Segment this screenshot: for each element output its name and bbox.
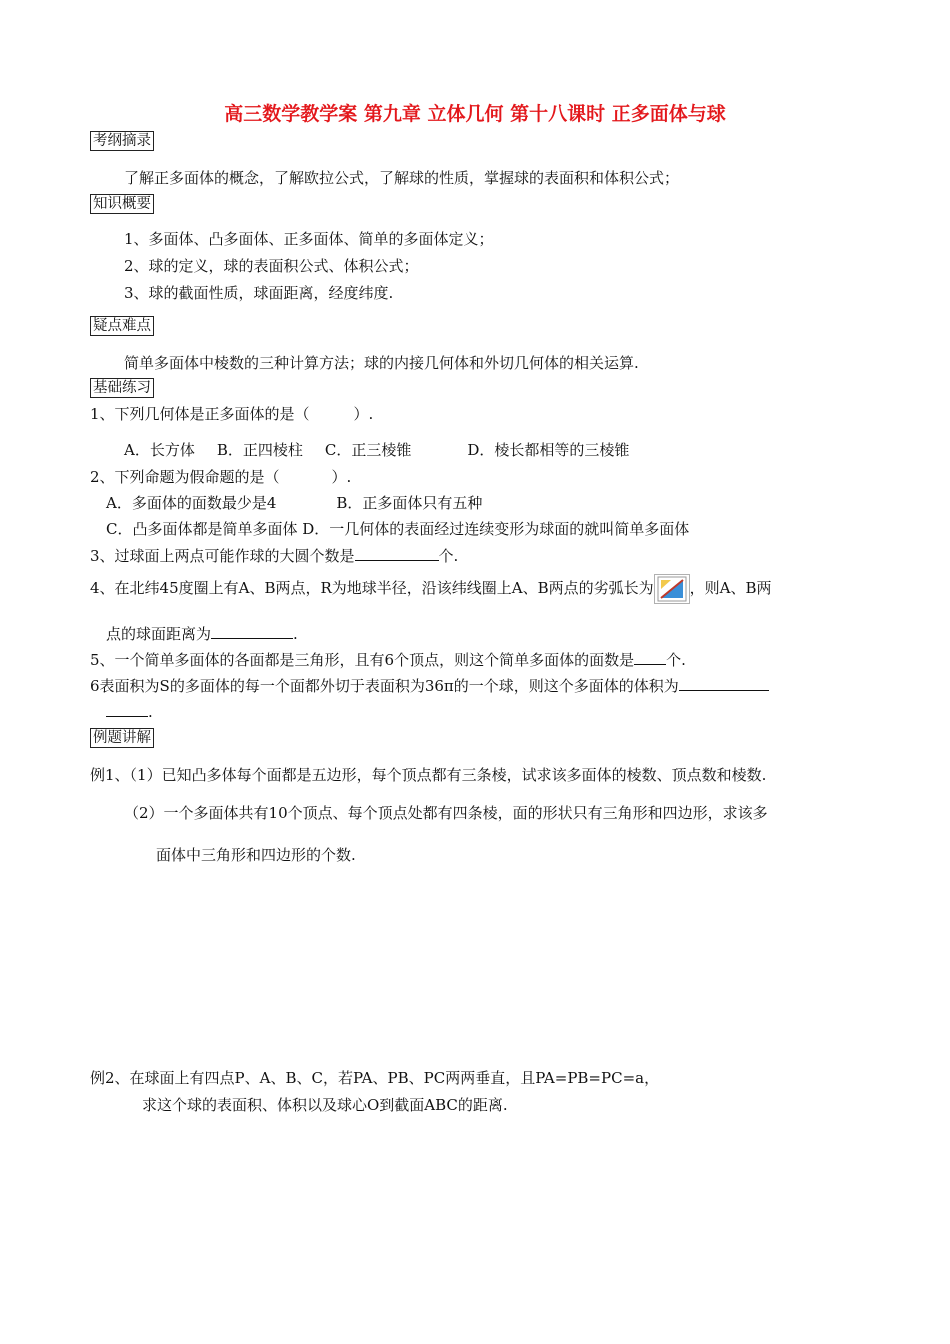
section-label-yidian: 疑点难点 — [90, 316, 154, 336]
zhishi-item-1: 1、多面体、凸多面体、正多面体、简单的多面体定义； — [124, 230, 494, 248]
question-1-option-a: A．长方体 — [124, 441, 195, 459]
page-title: 高三数学教学案 第九章 立体几何 第十八课时 正多面体与球 — [224, 103, 726, 125]
question-3-text-b: 个. — [438, 547, 459, 565]
question-1-option-c: C．正三棱锥 — [324, 441, 412, 459]
question-1-option-d: D．棱长都相等的三棱锥 — [467, 441, 630, 459]
zhishi-item-2: 2、球的定义，球的表面积公式、体积公式； — [124, 257, 419, 275]
question-3 — [90, 546, 458, 566]
question-4-line-1 — [90, 574, 772, 604]
question-6-answer-blank-1[interactable] — [679, 676, 769, 691]
question-1-options — [124, 440, 629, 460]
question-6-answer-blank-2[interactable] — [106, 702, 148, 717]
example-2-line-2: 求这个球的表面积、体积以及球心O到截面ABC的距离. — [142, 1096, 508, 1114]
question-4-text-a: 4、在北纬45度圈上有A、B两点，R为地球半径，沿该纬线圈上A、B两点的劣弧长为 — [90, 579, 654, 597]
question-2-stem — [90, 467, 351, 487]
question-2-options-cd: C．凸多面体都是简单多面体 D．一几何体的表面经过连续变形为球面的就叫简单多面体 — [106, 520, 690, 538]
example-2-line-1: 例2、在球面上有四点P、A、B、C，若PA、PB、PC两两垂直，且PA=PB=PC=a， — [90, 1069, 660, 1087]
question-1-option-b: B．正四棱柱 — [216, 441, 303, 459]
section-label-liti: 例题讲解 — [90, 728, 154, 748]
question-5-text-a: 5、一个简单多面体的各面都是三角形，且有6个顶点，则这个简单多面体的面数是 — [90, 651, 635, 669]
section-label-jichu: 基础练习 — [90, 378, 154, 398]
question-5-answer-blank[interactable] — [634, 650, 666, 665]
question-4-answer-blank[interactable] — [211, 624, 293, 639]
question-5-text-b: 个. — [666, 651, 686, 669]
question-6-line-2 — [106, 702, 153, 722]
question-1-stem — [90, 404, 373, 424]
question-4-text-d: . — [293, 625, 298, 643]
question-1-stem-a: 1、下列几何体是正多面体的是（ — [90, 405, 310, 423]
kaogang-text: 了解正多面体的概念，了解欧拉公式，了解球的性质，掌握球的表面积和体积公式； — [124, 169, 680, 187]
zhishi-item-3: 3、球的截面性质，球面距离，经度纬度. — [124, 284, 394, 302]
broken-image-icon — [654, 574, 690, 604]
question-2-options-ab — [106, 493, 482, 513]
question-2-option-a: A．多面体的面数最少是4 — [106, 494, 277, 512]
question-4-line-2 — [106, 624, 298, 644]
question-2-stem-b: ）. — [331, 468, 352, 486]
question-6-text-b: . — [148, 703, 153, 721]
question-6-text-a: 6表面积为S的多面体的每一个面都外切于表面积为36π的一个球，则这个多面体的体积为 — [90, 677, 679, 695]
section-label-zhishi: 知识概要 — [90, 194, 154, 214]
example-1-part-2-line-2: 面体中三角形和四边形的个数. — [156, 846, 356, 864]
question-5 — [90, 650, 686, 670]
question-3-answer-blank[interactable] — [355, 546, 439, 561]
question-1-stem-b: ）. — [353, 405, 374, 423]
example-1-part-2-line-1: （2）一个多面体共有10个顶点、每个顶点处都有四条棱，面的形状只有三角形和四边形，求该多 — [124, 804, 768, 822]
example-1-part-1: 例1、（1）已知凸多体每个面都是五边形，每个顶点都有三条棱，试求该多面体的棱数、顶点数和棱数. — [90, 766, 767, 784]
question-6-line-1 — [90, 676, 769, 696]
yidian-text: 简单多面体中棱数的三种计算方法；球的内接几何体和外切几何体的相关运算. — [124, 354, 639, 372]
question-2-option-b: B．正多面体只有五种 — [336, 494, 483, 512]
question-3-text-a: 3、过球面上两点可能作球的大圆个数是 — [90, 547, 355, 565]
question-2-stem-a: 2、下列命题为假命题的是（ — [90, 468, 280, 486]
section-label-kaogang: 考纲摘录 — [90, 131, 154, 151]
question-4-text-c: 点的球面距离为 — [106, 625, 212, 643]
question-4-text-b: ，则A、B两 — [689, 579, 772, 597]
